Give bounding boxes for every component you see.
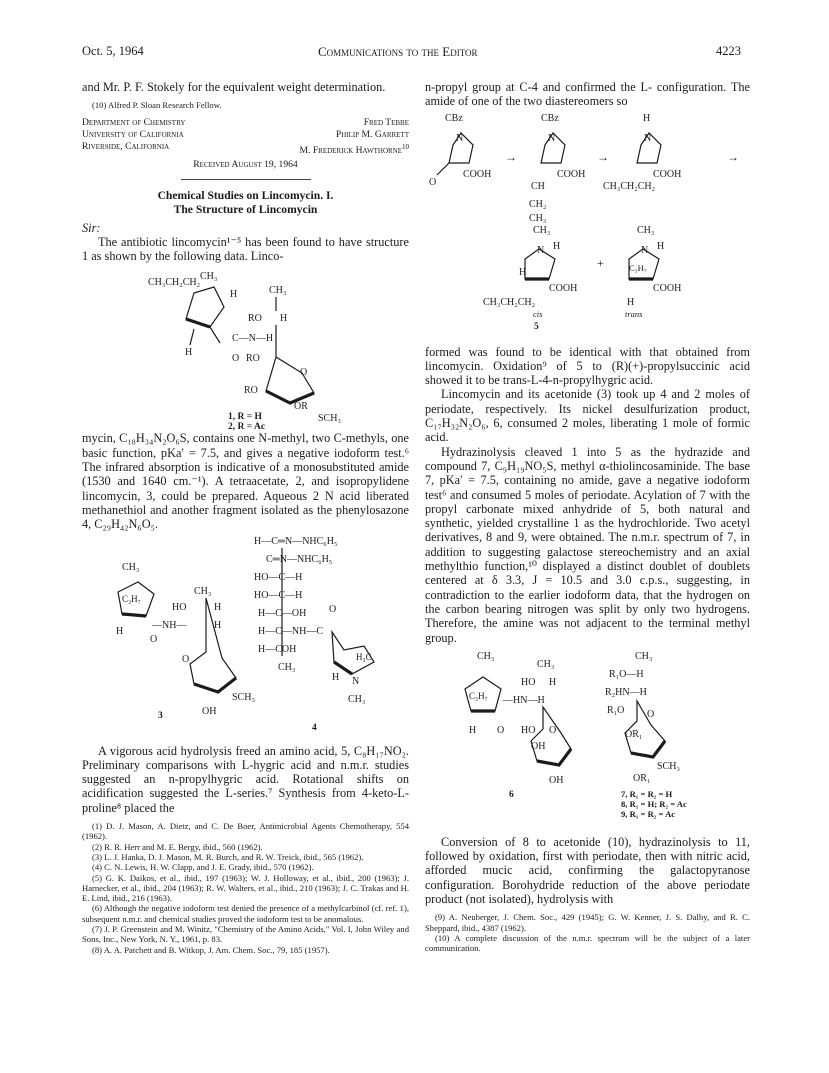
paragraph-hydrolysis: A vigorous acid hydrolysis freed an amino acid, 5, C₈H₁₇NO₂. Preliminary comparisons with L-hygric acid and n.m.r. studies suggested an n-propylhygric acid. Rotational shifts on acidification suggested the L-series.⁷ Synthesis from 4-keto-L-proline⁸ placed the	[82, 743, 409, 815]
scheme-h: H	[643, 112, 651, 124]
footnotes-right	[425, 912, 750, 953]
s6-ho-2: HO	[521, 724, 536, 736]
s6-oh-2: OH	[549, 774, 564, 786]
scheme-trans-methyl: CH₃	[637, 224, 655, 236]
s3-ch3: CH₃	[194, 585, 212, 597]
s3-amide: —NH—	[152, 619, 187, 631]
s1-h-right: H	[280, 313, 288, 325]
header-page-number: 4223	[716, 44, 741, 58]
scheme-arrow-3: →	[727, 149, 739, 164]
scheme-cooh-2: COOH	[557, 168, 586, 180]
affiliation-university: University of California	[82, 128, 184, 140]
footnote: (1) D. J. Mason, A. Dietz, and C. De Boer, Antimicrobial Agents Chemotherapy, 554 (1962).	[82, 821, 409, 842]
s3-n-methyl: CH₃	[122, 561, 140, 573]
scheme-ch3: CH₃	[529, 212, 547, 224]
scheme-cis-label: cis	[533, 308, 543, 319]
s1-h-label: H	[230, 289, 238, 301]
paragraph-oxidation: formed was found to be identical with that obtained from lincomycin. Oxidation⁹ of 5 to (R)(+)-propylsuccinic acid showed it to be trans-L-4-n-propylhygric acid.	[425, 344, 750, 388]
s7-sugar-front-bond	[631, 741, 665, 757]
author-3: M. Frederick Hawthorne	[299, 145, 402, 157]
s6-oh: OH	[531, 740, 546, 752]
right-column	[425, 80, 750, 954]
scheme-plus: +	[597, 255, 604, 270]
header-date: Oct. 5, 1964	[82, 44, 144, 58]
s3-ho: HO	[172, 601, 187, 613]
scheme-ch2: CH₂	[529, 198, 547, 210]
s7-r2hn-h: R₂HN—H	[605, 686, 647, 698]
paragraph-conversion: Conversion of 8 to acetonide (10), hydrazinolysis to 11, followed by oxidation, first with periodate, then with nitric acid, afforded mucic acid, confirming the galactopyranose configuration. Borohydride reduction of the above periodate product (not isolated), hydrolysis with	[425, 834, 750, 907]
footnote: (9) A. Neuberger, J. Chem. Soc., 429 (1945); G. W. Kenner, J. S. Dalby, and R. C. Sheppard, ibid., 4387 (1962).	[425, 912, 750, 933]
scheme-compound-5: 5	[534, 321, 539, 332]
s7-ch3: CH₃	[635, 650, 653, 662]
scheme-propyl: CH₃CH₂CH₂	[603, 180, 656, 192]
s4-line-2: C═N—NHC₆H₅	[266, 553, 333, 565]
s1-ro-lower: RO	[244, 385, 258, 397]
s4-line-6: H—C—NH—C	[258, 625, 324, 637]
footnote: (6) Although the negative iodoform test denied the presence of a methylcarbinol (cf. ref. 1), subsequent n.m.r. and chemical studies proved the iodoform test to be anomalous.	[82, 903, 409, 924]
footnote: (4) C. N. Lewis, H. W. Clapp, and J. E. Grady, ibid., 570 (1962).	[92, 862, 314, 873]
scheme-ch: CH	[531, 180, 545, 192]
scheme-o: O	[429, 176, 437, 188]
paragraph-continued-right: n-propyl group at C-4 and confirmed the L- configuration. The amide of one of the two diastereomers so	[425, 80, 750, 109]
s3-acetonide-o: O	[182, 653, 190, 665]
s1-propyl-label: CH₃CH₂CH₂	[148, 277, 201, 289]
s1-sugar-ring	[266, 325, 314, 403]
synthesis-scheme	[425, 109, 750, 345]
s1-ro-2: RO	[246, 353, 260, 365]
s3-oh: OH	[202, 705, 217, 717]
footnote-10: (10) Alfred P. Sloan Research Fellow.	[92, 100, 222, 111]
scheme-trans-cooh: COOH	[653, 282, 682, 294]
s6-amide: —HN—H	[503, 694, 545, 706]
scheme-cis-h: H	[553, 240, 561, 252]
s1-ch3-side: CH₃	[269, 285, 287, 297]
s6-label: 6	[509, 789, 514, 800]
s3-h-2: H	[214, 619, 222, 631]
affiliation-block	[82, 117, 409, 172]
s6-ring-oxygen: O	[549, 724, 557, 736]
s6-n-methyl: CH₃	[477, 650, 495, 662]
s3-ring-front-bond	[122, 614, 146, 616]
scheme-cbz-2: CBz	[541, 112, 559, 124]
s4-line-4: HO—C—H	[254, 589, 303, 601]
s7-r1o: R₁O	[607, 704, 625, 716]
author-3-footnote-mark: 10	[402, 143, 409, 151]
s3-sugar-front-bond	[194, 678, 236, 692]
s4-n: N	[352, 675, 360, 687]
s3-sch3: SCH₃	[232, 691, 255, 703]
s7-or1-lower: OR₁	[633, 772, 651, 784]
scheme-cooh-3: COOH	[653, 168, 682, 180]
s1-sch3-label: SCH₃	[318, 413, 341, 425]
s1-caption-1: 1, R = H	[228, 412, 262, 423]
s1-or-label: OR	[294, 401, 308, 413]
s6-carbonyl-o: O	[497, 724, 505, 736]
scheme-cis-methyl: CH₃	[533, 224, 551, 236]
footnote: (2) R. R. Herr and M. E. Bergy, ibid., 560 (1962).	[92, 841, 263, 852]
scheme-trans-n: N	[641, 244, 649, 256]
s4-line-7: H—COH	[258, 643, 297, 655]
scheme-trans-label: trans	[625, 308, 643, 319]
scheme-cis-n: N	[537, 244, 545, 256]
s6-ring-h: H	[469, 724, 477, 736]
paragraph-continued: and Mr. P. F. Stokely for the equivalent weight determination.	[82, 80, 386, 94]
s6-h: H	[549, 676, 557, 688]
paragraph-periodate: Lincomycin and its acetonide (3) took up 4 and 2 moles of periodate, respectively. Its nickel desulfurization product, C₁₇H₃₂N₂O₆, 6, consumed 2 moles, liberating 1 mole of formic acid.	[425, 387, 750, 445]
s7-caption-8: 8, R₁ = H; R₂ = Ac	[621, 798, 687, 809]
s4-line-1: H—C═N—NHC₆H₅	[254, 535, 338, 547]
s3-carbonyl-o: O	[150, 633, 158, 645]
article-subtitle: The Structure of Lincomycin	[173, 202, 318, 216]
paragraph-hydrazinolysis: Hydrazinolysis cleaved 1 into 5 as the hydrazide and compound 7, C₉H₁₉NO₅S, methyl α-thiolincosaminide. The base 7, pKa′ = 7.5, containing no amide, gave a negative iodoform test⁶ and consumed 5 moles of periodate. Acylation of 7 with the propyl carbonate mixed anhydride of 5, both natural and synthetic, yielded crystalline 1 as the hydrochloride. Two acetyl derivatives, 8 and 9, were obtained. The n.m.r. spectrum of 7, in addition to suggesting galactose stereochemistry and an axial methylthio function,¹⁰ displayed a distinct doublet of doublets centered at δ 3.3, J = 10.5 and 3.0 c.p.s., suggesting, in contradiction to the earlier iodoform data, that the hydrogen on the carbon bearing nitrogen was split by only two hydrogens. Therefore, the amine was not adjacent to the terminal methyl group.	[425, 444, 750, 645]
structure-1-lincomycin	[82, 263, 409, 431]
footnote: (5) G. K. Daikos, et al., ibid., 197 (1963); W. J. Holloway, et al., ibid., 200 (1963); J. Harnecker, et al., ibid., 204 (1963); R. W. Walters, et al., ibid., 210 (1963); J. C. Trakas and H. E. Lind, ibid., 216 (1963).	[82, 872, 409, 904]
scheme-n-3: N	[644, 132, 652, 144]
footnotes-left	[82, 821, 409, 955]
structures-6-and-7	[425, 645, 750, 835]
s3-propyl: C₃H₇	[122, 593, 141, 604]
s7-caption-7: 7, R₁ = R₂ = H	[621, 788, 673, 799]
footnote: (3) L. J. Hanka, D. J. Mason, M. R. Burch, and R. W. Treick, ibid., 565 (1962).	[92, 851, 364, 862]
scheme-arrow-1: →	[505, 149, 517, 164]
s4-line-5: H—C—OH	[258, 607, 307, 619]
s1-caption-2: 2, R = Ac	[228, 422, 266, 432]
s4-line-3: HO—C—H	[254, 571, 303, 583]
article-title: Chemical Studies on Lincomycin. I.	[157, 188, 334, 202]
s3-h: H	[214, 601, 222, 613]
s1-n-methyl-label: CH₃	[200, 271, 218, 283]
scheme-trans-h2: H	[627, 296, 635, 308]
footnote: (10) A complete discussion of the n.m.r. spectrum will be the subject of a later communication.	[425, 932, 750, 954]
s3-label: 3	[158, 710, 163, 721]
author-1: Fred Tebbe	[363, 116, 409, 128]
scheme-n-2: N	[548, 132, 556, 144]
structures-3-and-4	[82, 532, 409, 744]
affiliation-city: Riverside, California	[82, 141, 170, 152]
scheme-n-1: N	[456, 132, 464, 144]
scheme-carbonyl-bond	[437, 163, 449, 175]
scheme-cooh-1: COOH	[463, 168, 492, 180]
salutation: Sir:	[82, 220, 101, 235]
affiliation-department: Department of Chemistry	[82, 116, 186, 128]
section-divider	[181, 179, 311, 180]
scheme-cis-propyl: CH₃CH₂CH₂	[483, 296, 536, 308]
s1-ring-oxygen: O	[300, 367, 308, 379]
left-column	[82, 80, 409, 955]
s4-h3c: H₃C	[356, 651, 372, 662]
s6-ho: HO	[521, 676, 536, 688]
s6-propyl: C₃H₇	[469, 690, 488, 701]
scheme-trans-propyl: C₃H₇	[629, 262, 647, 273]
s1-carbonyl-o: O	[232, 353, 240, 365]
s4-label: 4	[312, 722, 317, 733]
s1-ring-front-bond	[186, 319, 210, 327]
s1-ring-substituent-bonds	[190, 327, 220, 345]
s7-caption-9: 9, R₁ = R₂ = Ac	[621, 808, 676, 819]
s4-ch3: CH₃	[348, 693, 366, 705]
footnote: (8) A. A. Patchett and B. Witkop, J. Am. Chem. Soc., 79, 185 (1957).	[92, 944, 330, 955]
s1-ring-h: H	[185, 347, 193, 359]
s1-ro-label: RO	[248, 313, 262, 325]
scheme-arrow-2: →	[597, 149, 609, 164]
s3-sugar-ring	[190, 598, 236, 692]
scheme-trans-h: H	[657, 240, 665, 252]
s4-line-8: CH₃	[278, 661, 296, 673]
header-journal: Communications to the Editor	[318, 44, 478, 59]
received-date: Received August 19, 1964	[193, 159, 298, 171]
s1-amide-label: C—N—H	[232, 333, 274, 345]
s7-sch3: SCH₃	[657, 760, 680, 772]
paragraph-properties: mycin, C₁₈H₃₄N₂O₆S, contains one N-methyl, two C-methyls, one basic function, pKa′ = 7.5, and gives a negative iodoform test.⁶ The infrared absorption is indicative of a monosubstituted amide (1530 and 1640 cm.⁻¹). A tetraacetate, 2, and isopropylidene lincomycin, 3, could be prepared. Aqueous 2 N acid liberated methanethiol and another fragment isolated as the phenylosazone 4, C₂₉H₄₂N₆O₅.	[82, 431, 409, 532]
s3-ring-h: H	[116, 625, 124, 637]
s7-r1o-h: R₁O—H	[609, 668, 644, 680]
author-2: Philip M. Garrett	[335, 128, 409, 140]
scheme-cis-cooh: COOH	[549, 282, 578, 294]
scheme-cis-h2: H	[519, 266, 527, 278]
s7-ring-oxygen: O	[647, 708, 655, 720]
paragraph-intro: The antibiotic lincomycin¹⁻⁵ has been found to have structure 1 as shown by the following data. Linco-	[82, 234, 409, 264]
scheme-cbz-1: CBz	[445, 112, 463, 124]
s4-h: H	[332, 671, 340, 683]
s7-or1: OR₁	[625, 728, 643, 740]
s4-carbonyl-o: O	[329, 603, 337, 615]
footnote: (7) J. P. Greenstein and M. Winitz, "Chemistry of the Amino Acids," Vol. I, John Wiley and Sons, Inc., New York, N. Y., 1961, p. 83.	[82, 924, 409, 945]
s6-ch3: CH₃	[537, 658, 555, 670]
